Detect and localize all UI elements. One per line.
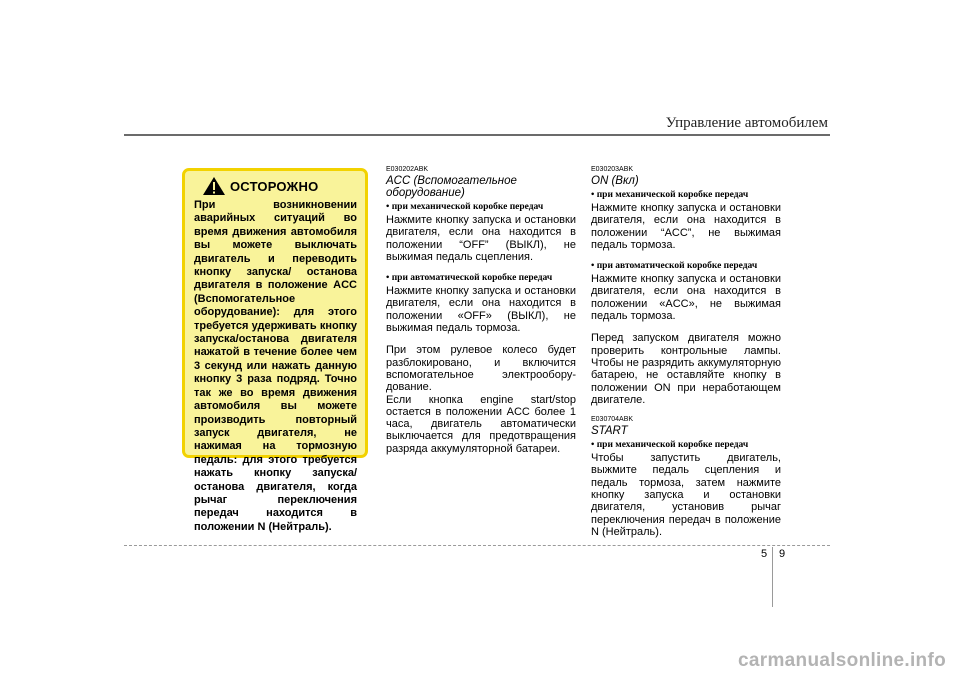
page-number-divider: [772, 547, 773, 607]
automatic-transmission-text: Нажмите кнопку запуска и остановки двигателя, если она находится в положении «ACC», не выжимая педаль тормоза.: [591, 273, 781, 323]
warning-header: [202, 176, 357, 196]
footer-divider: [124, 545, 830, 546]
steering-unlock-text: При этом рулевое колесо будет разблокировано, и включится вспомогательное электрообору- дование.: [386, 344, 576, 394]
manual-transmission-heading: • при механической коробке передач: [591, 440, 749, 451]
section-heading: ON (Вкл): [591, 175, 639, 187]
warning-title: ОСТОРОЖНО: [230, 178, 319, 194]
automatic-transmission-heading: • при автоматической коробке передач: [386, 273, 553, 284]
warning-text: При возникновении аварийных ситуаций во время движения автомобиля вы можете выключать двигатель и переводить кнопку запуска/ останова двигателя в положение ACC (Вспомогательное оборудование): для этого требуется удерживать кнопку запуска/останова двигателя нажатой в течение более чем 3 секунд или нажать данную кнопку 3 раза подряд. Точно так же во время движения автомобиля вы можете производить повторный запуск двигателя, не нажимая на тормозную педаль: для этого требуется нажать кнопку запуска/ останова двигателя, когда рычаг переключения передач находится в положении N (Нейтраль).: [194, 199, 357, 533]
section-code: E030203ABK: [591, 166, 634, 173]
manual-transmission-heading: • при механической коробке передач: [591, 190, 749, 200]
automatic-transmission-text: Нажмите кнопку запуска и остановки двигателя, если она находится в положении «OFF» (ВЫКЛ), не выжимая педаль тормоза.: [386, 285, 576, 335]
on-section: [591, 166, 781, 548]
watermark: carmanualsonline.info: [738, 650, 946, 671]
section-code: E030202ABK: [386, 166, 429, 173]
chapter-number: 5: [761, 548, 768, 560]
manual-transmission-heading: • при механической коробке передач: [386, 202, 544, 212]
engine-start-text: Чтобы запустить двигатель, выжмите педаль сцепления и педаль тормоза, затем нажмите кнопку запуска и остановки двигателя, установив рычаг переключения передач в положение N (Нейтраль).: [591, 452, 781, 538]
section-heading: START: [591, 425, 628, 438]
indicator-check-text: Перед запуском двигателя можно проверить контрольные лампы. Чтобы не разрядить аккумуляторную батарею, не оставляйте кнопку в положении ON при неработающем двигателе.: [591, 332, 781, 406]
manual-transmission-text: Нажмите кнопку запуска и остановки двигателя, если она находится в положении “OFF” (ВЫКЛ), не выжимая педаль сцепления.: [386, 214, 576, 263]
automatic-transmission-heading: • при автоматической коробке передач: [591, 261, 758, 272]
manual-transmission-text: Нажмите кнопку запуска и остановки двигателя, если она находится в положении “ACC”, не выжимая педаль тормоза.: [591, 202, 781, 251]
section-heading: ACC (Вспомогательное оборудование): [386, 175, 517, 199]
auto-off-text: Если кнопка engine start/stop остается в положении ACC более 1 часа, двигатель автоматически выключается для предотвращения разряда аккумуляторной батареи.: [386, 393, 576, 455]
header-divider: [124, 134, 830, 136]
acc-section: [386, 166, 576, 465]
warning-box: [182, 168, 368, 533]
warning-triangle-icon: [202, 176, 226, 196]
page-header-title: Управление автомобилем: [665, 115, 828, 131]
page-number: 9: [779, 548, 786, 560]
section-code: E030704ABK: [591, 416, 634, 424]
